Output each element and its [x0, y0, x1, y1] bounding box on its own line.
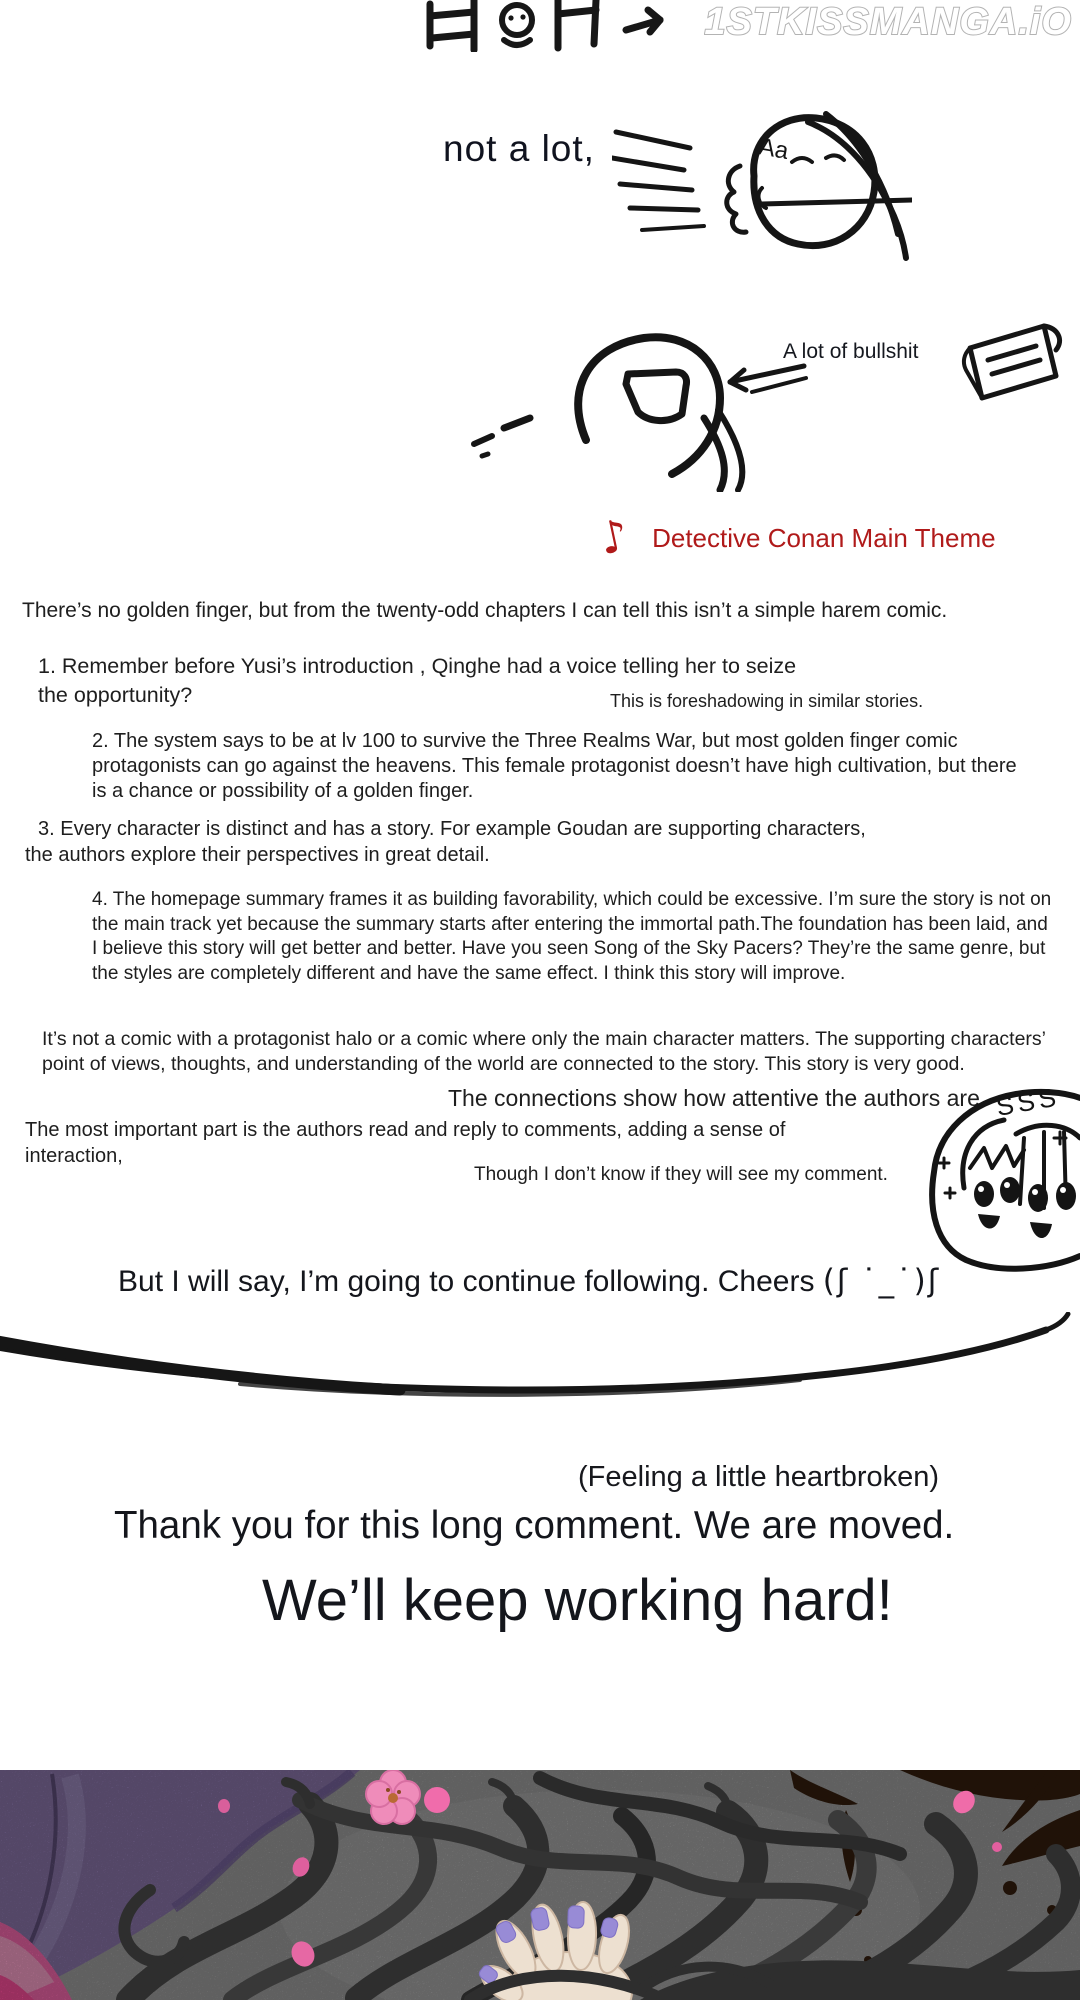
- comment-seen-note: Though I don’t know if they will see my comment.: [474, 1164, 888, 1185]
- comment-point-4: [92, 888, 1051, 986]
- dashing-bunny-doodle: [612, 92, 912, 272]
- comment-closing: [118, 1263, 940, 1299]
- text-line: the authors explore their perspectives in great detail.: [25, 844, 490, 866]
- comment-point-1-aside: This is foreshadowing in similar stories.: [610, 691, 924, 711]
- underline-arc-doodle: [0, 1312, 1080, 1412]
- reply-heartbroken: (Feeling a little heartbroken): [578, 1461, 940, 1493]
- text-line: 4. The homepage summary frames it as building favorability, which could be excessive. I’m sure the story is not on: [92, 889, 1052, 910]
- crying-fans-doodle: [912, 1076, 1080, 1274]
- text-line: 2. The system says to be at lv 100 to survive the Three Realms War, but most golden finger comic: [92, 730, 958, 752]
- comment-supporting-characters: [42, 1027, 1046, 1077]
- caption-not-a-lot: not a lot,: [443, 128, 595, 169]
- music-caption: [594, 509, 996, 566]
- bunny-scribble-text: Aa: [756, 133, 791, 166]
- text-line: 3. Every character is distinct and has a story. For example Goudan are supporting characters,: [38, 818, 866, 840]
- comment-intro: There’s no golden finger, but from the twenty-odd chapters I can tell this isn’t a simple harem comic.: [22, 599, 948, 622]
- site-watermark: [704, 0, 1076, 46]
- comment-connections-note: The connections show how attentive the authors are.: [448, 1085, 987, 1111]
- music-note-icon: ♪: [594, 509, 633, 566]
- text-line: is a chance or possibility of a golden finger.: [92, 780, 474, 802]
- notebook-doodle: [958, 318, 1073, 406]
- reply-thanks: Thank you for this long comment. We are moved.: [114, 1504, 955, 1547]
- closing-text: But I will say, I’m going to continue following. Cheers: [118, 1265, 815, 1298]
- caption-a-lot-of-bullshit: A lot of bullshit: [783, 340, 919, 363]
- artwork-panel: [0, 1770, 1080, 2000]
- comment-point-3: [25, 816, 866, 868]
- text-line: It’s not a comic with a protagonist halo or a comic where only the main character matters. The supporting characters’: [42, 1028, 1047, 1050]
- reply-promise: We’ll keep working hard!: [262, 1568, 893, 1633]
- bird-head-doodle: [468, 322, 808, 492]
- barrier-doodle: [420, 0, 670, 52]
- text-line: protagonists can go against the heavens. This female protagonist doesn’t have high cultivation, but there: [92, 755, 1017, 777]
- text-line: the opportunity?: [38, 683, 193, 707]
- fist-emoticon: (ʃ ˙_˙)ʃ: [822, 1263, 941, 1299]
- music-title: Detective Conan Main Theme: [652, 522, 996, 553]
- text-line: point of views, thoughts, and understanding of the world are connected to the story. This story is very good.: [42, 1053, 965, 1075]
- text-line: the main track yet because the summary starts after entering the immortal path.The foundation has been laid, and: [92, 913, 1048, 935]
- text-line: The most important part is the authors read and reply to comments, adding a sense of: [25, 1119, 786, 1141]
- watermark-text: 1STKISSMANGA.iO: [704, 1, 1072, 43]
- text-line: interaction,: [25, 1145, 123, 1167]
- comment-interaction: [25, 1117, 785, 1169]
- text-line: 1. Remember before Yusi’s introduction , Qinghe had a voice telling her to seize: [38, 654, 797, 678]
- text-line: the styles are completely different and have the same effect. I think this story will improve.: [92, 962, 846, 984]
- comment-point-2: [92, 729, 1017, 804]
- text-line: I believe this story will get better and better. Have you seen Song of the Sky Pacers? They’re the same genre, but: [92, 938, 1046, 959]
- sss-scribble-text: SSS: [993, 1081, 1063, 1122]
